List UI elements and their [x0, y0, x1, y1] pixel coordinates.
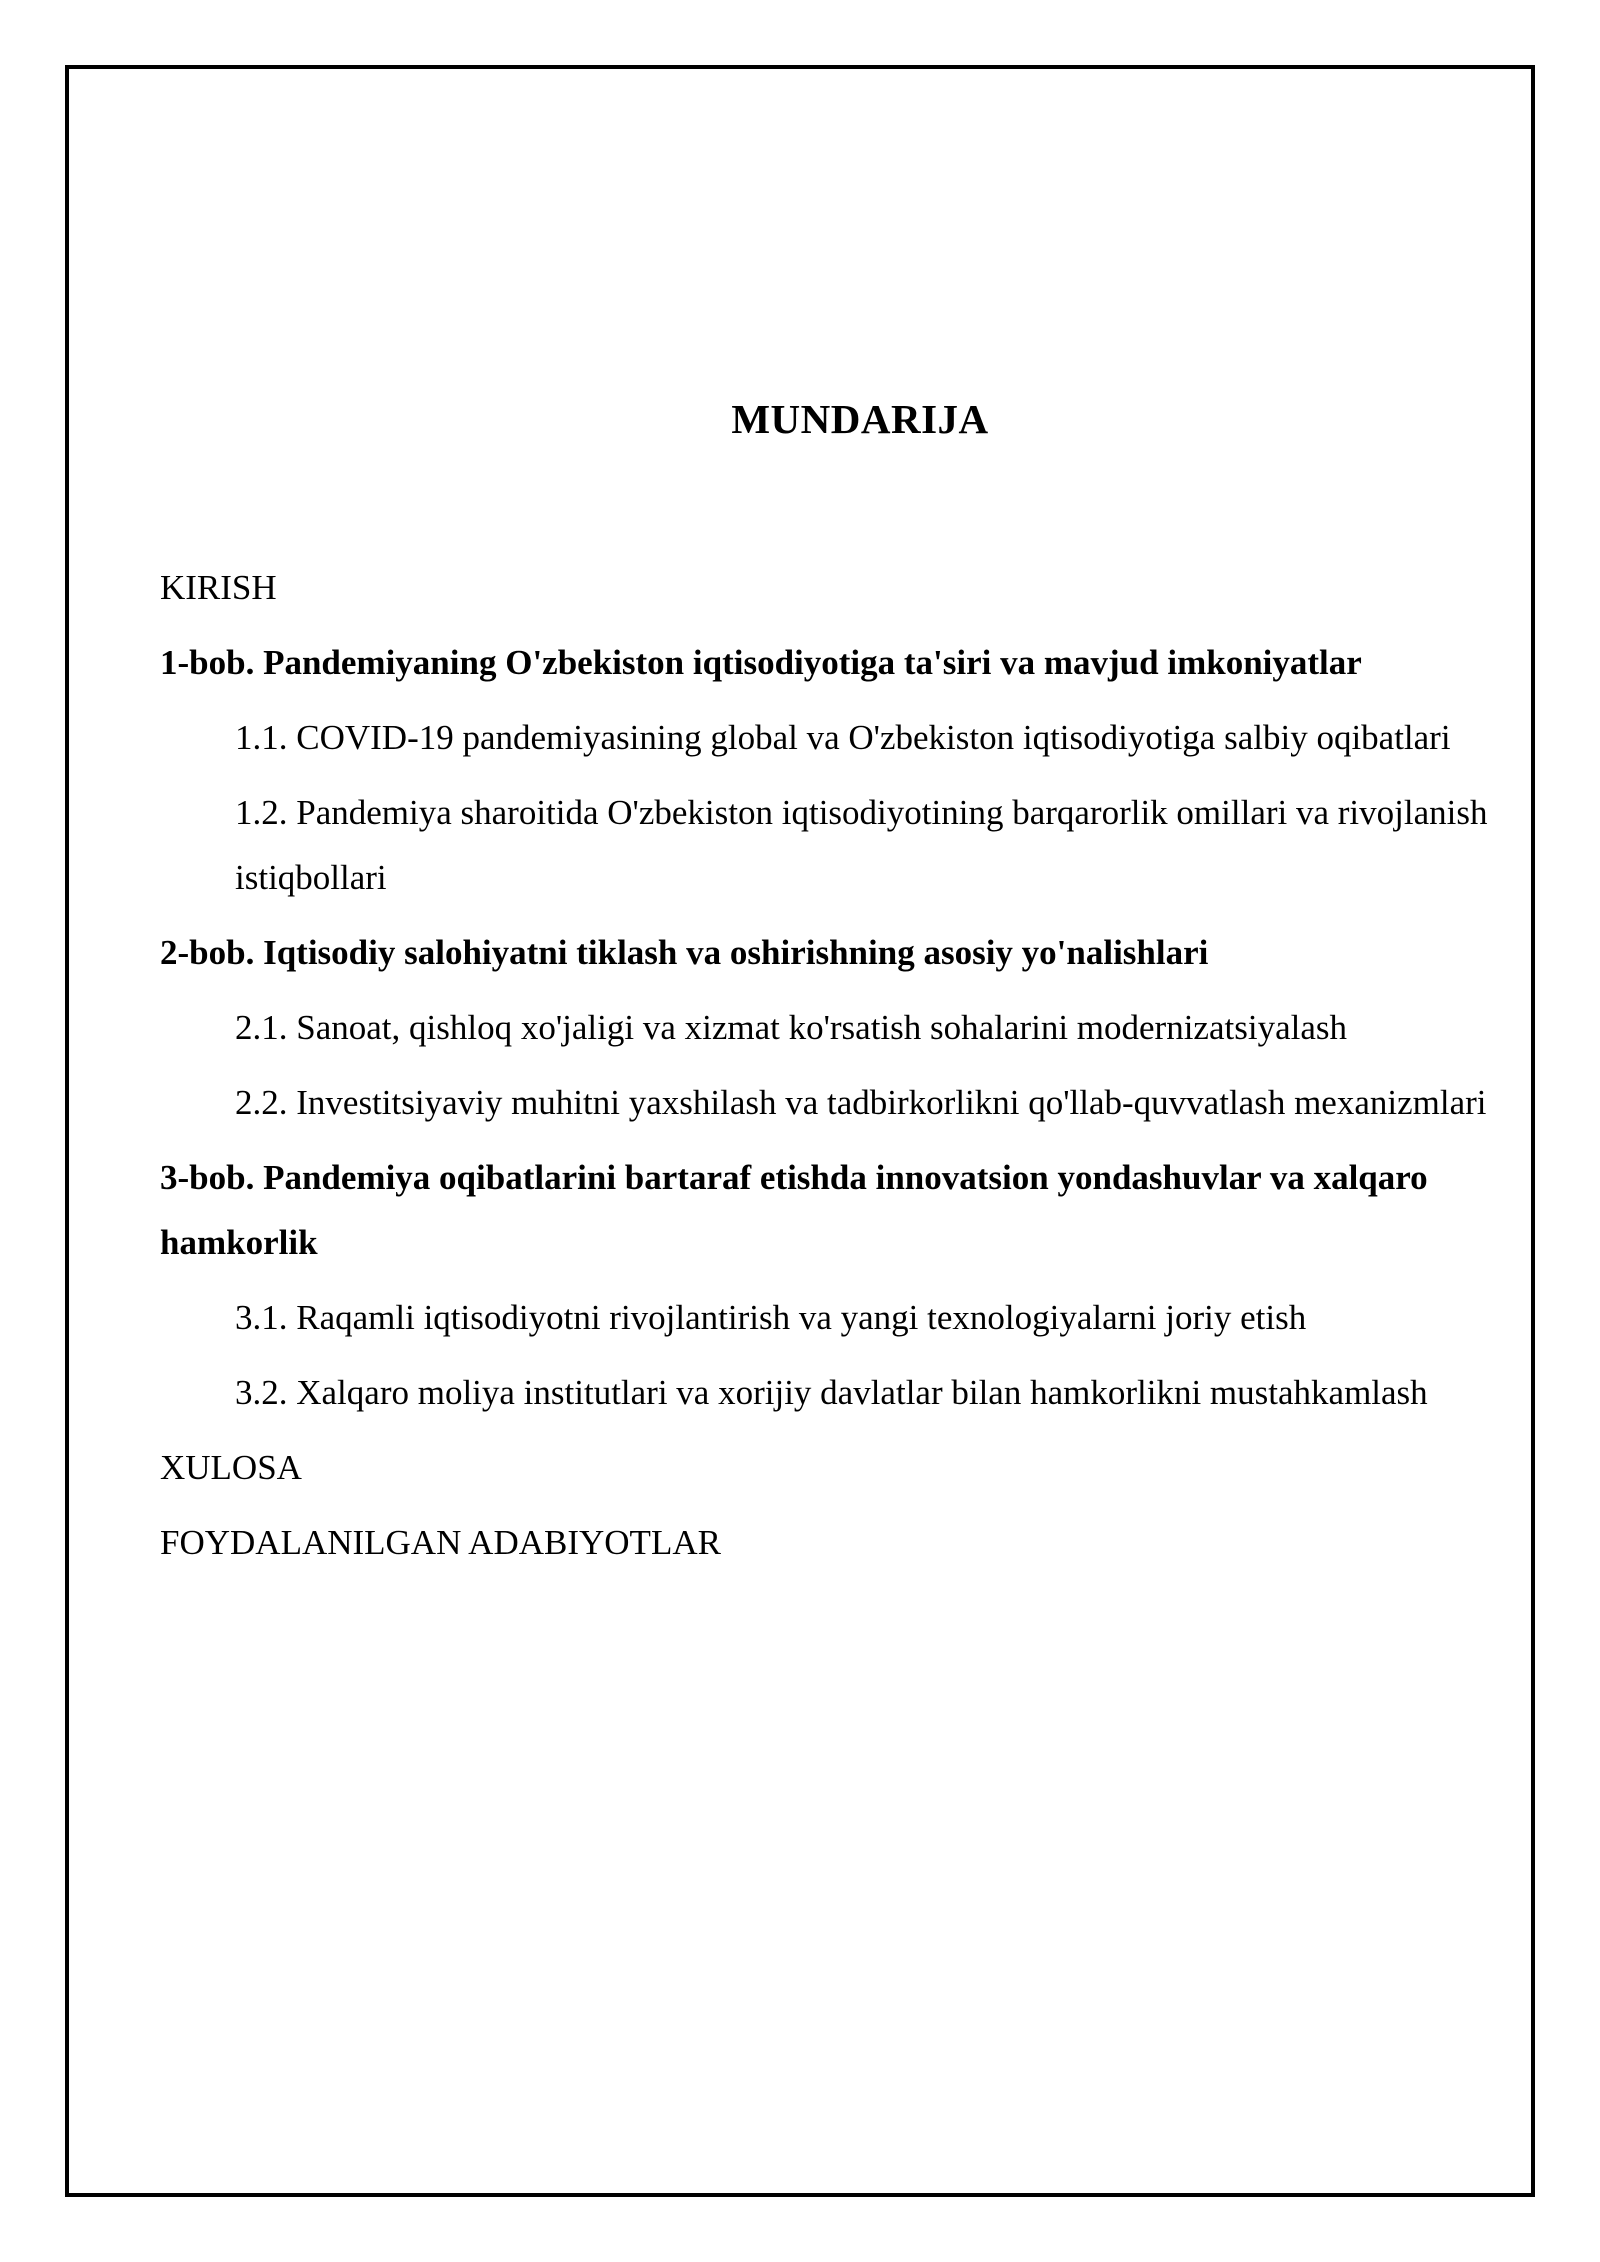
- toc-entry-conclusion[interactable]: XULOSA: [160, 1448, 302, 1487]
- toc-chapter-2[interactable]: 2-bob. Iqtisodiy salohiyatni tiklash va oshirishning asosiy yo'nalishlari: [160, 933, 1209, 972]
- toc-chapter-1[interactable]: 1-bob. Pandemiyaning O'zbekiston iqtisodiyotiga ta'siri va mavjud imkoniyatlar: [160, 643, 1362, 682]
- toc-section-2-1[interactable]: 2.1. Sanoat, qishloq xo'jaligi va xizmat ko'rsatish sohalarini modernizatsiyalash: [235, 1008, 1347, 1047]
- toc-section-1-2[interactable]: 1.2. Pandemiya sharoitida O'zbekiston iqtisodiyotining barqarorlik omillari va rivojlanish istiqbollari: [235, 793, 1488, 897]
- toc-section-3-2[interactable]: 3.2. Xalqaro moliya institutlari va xorijiy davlatlar bilan hamkorlikni mustahkamlash: [235, 1373, 1428, 1412]
- page-title: MUNDARIJA: [731, 396, 989, 442]
- toc-entry-intro[interactable]: KIRISH: [160, 568, 277, 607]
- toc-section-2-2[interactable]: 2.2. Investitsiyaviy muhitni yaxshilash va tadbirkorlikni qo'llab-quvvatlash mexanizmlari: [235, 1083, 1487, 1122]
- toc-section-3-1[interactable]: 3.1. Raqamli iqtisodiyotni rivojlantirish va yangi texnologiyalarni joriy etish: [235, 1298, 1307, 1337]
- toc-entry-references[interactable]: FOYDALANILGAN ADABIYOTLAR: [160, 1523, 721, 1562]
- table-of-contents: [160, 555, 1490, 1585]
- toc-chapter-3[interactable]: 3-bob. Pandemiya oqibatlarini bartaraf etishda innovatsion yondashuvlar va xalqaro hamkorlik: [160, 1158, 1428, 1262]
- toc-section-1-1[interactable]: 1.1. COVID-19 pandemiyasining global va O'zbekiston iqtisodiyotiga salbiy oqibatlari: [235, 718, 1451, 757]
